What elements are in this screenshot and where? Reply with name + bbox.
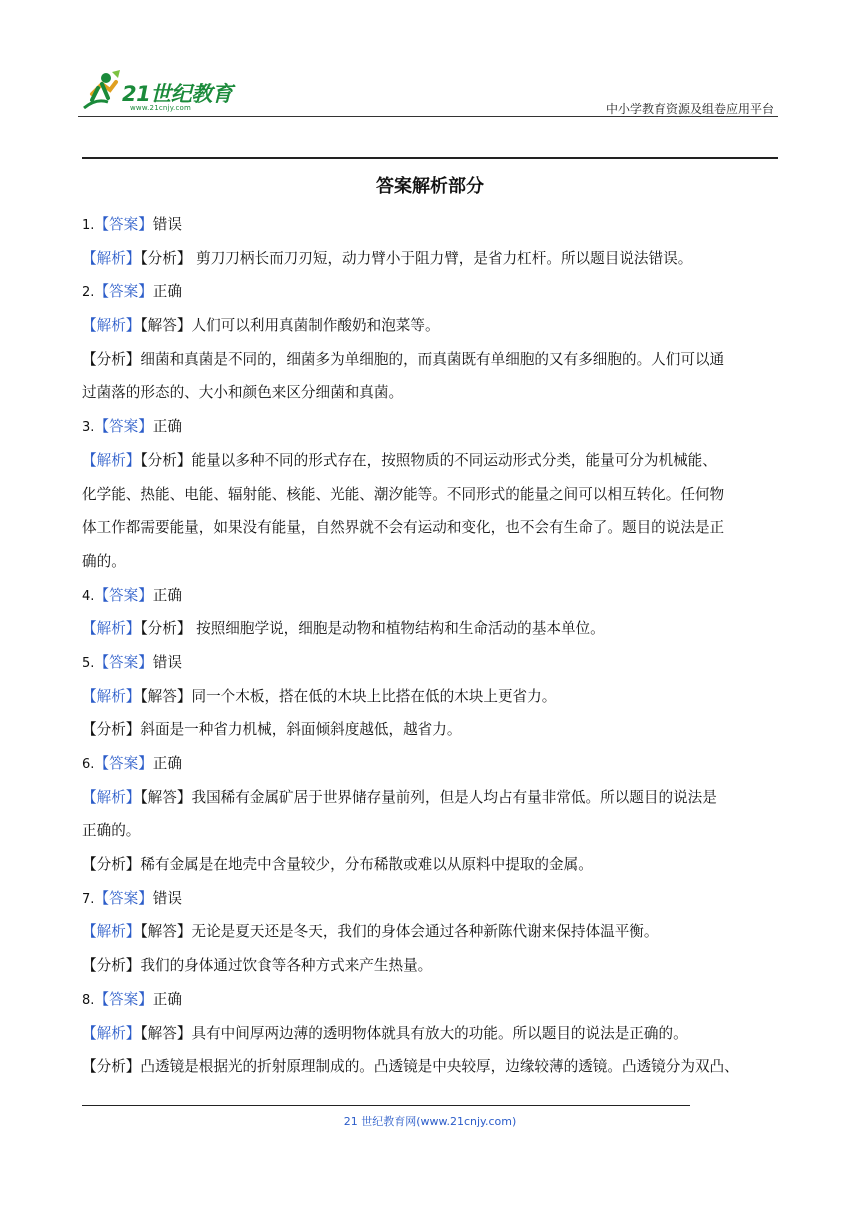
page-header [78, 66, 778, 118]
runner-logo-icon [78, 68, 124, 112]
analysis-line: 确的。 [82, 552, 126, 570]
header-platform-text: 中小学教育资源及组卷应用平台 [605, 102, 774, 116]
analysis-line: 【分析】细菌和真菌是不同的，细菌多为单细胞的，而真菌既有单细胞的又有多细胞的。人们可以通 [82, 350, 725, 368]
footer-divider [82, 1105, 690, 1106]
analysis-line: 【解析】【解答】具有中间厚两边薄的透明物体就具有放大的功能。所以题目的说法是正确的。 [82, 1024, 688, 1042]
analysis-line: 正确的。 [82, 822, 141, 840]
analysis-line: 【分析】我们的身体通过饮食等各种方式来产生热量。 [82, 957, 433, 975]
footer-link[interactable]: 21 世纪教育网(www.21cnjy.com) [343, 1115, 517, 1128]
analysis-line: 过菌落的形态的、大小和颜色来区分细菌和真菌。 [82, 384, 404, 402]
analysis-line: 【解析】【解答】我国稀有金属矿居于世界储存量前列，但是人均占有量非常低。所以题目的说法是 [82, 788, 717, 806]
answer-line: 2.【答案】正确 [82, 283, 182, 301]
answer-line: 1.【答案】错误 [82, 216, 182, 233]
answer-line: 8.【答案】正确 [82, 990, 182, 1008]
analysis-line: 【解析】【分析】 按照细胞学说，细胞是动物和植物结构和生命活动的基本单位。 [82, 620, 605, 638]
page-title: 答案解析部分 [376, 176, 484, 197]
analysis-line: 【解析】【解答】人们可以利用真菌制作酸奶和泡菜等。 [82, 317, 440, 335]
analysis-line: 【分析】凸透镜是根据光的折射原理制成的。凸透镜是中央较厚，边缘较薄的透镜。凸透镜分为双凸、 [82, 1058, 739, 1076]
logo-text: 21世纪教育 [122, 82, 233, 106]
header-divider [78, 116, 778, 117]
analysis-line: 【解析】【解答】同一个木板，搭在低的木块上比搭在低的木块上更省力。 [82, 687, 557, 705]
logo [78, 66, 278, 114]
analysis-line: 【解析】【解答】无论是夏天还是冬天，我们的身体会通过各种新陈代谢来保持体温平衡。 [82, 923, 659, 941]
analysis-line: 【分析】稀有金属是在地壳中含量较少，分布稀散或难以从原料中提取的金属。 [82, 856, 593, 874]
logo-url: www.21cnjy.com [130, 104, 192, 112]
analysis-line: 【解析】【分析】能量以多种不同的形式存在，按照物质的不同运动形式分类，能量可分为机械能、 [82, 451, 717, 469]
analysis-line: 【解析】【分析】 剪刀刀柄长而刀刃短，动力臂小于阻力臂，是省力杠杆。所以题目说法错误。 [82, 249, 693, 267]
answer-line: 7.【答案】错误 [82, 889, 182, 907]
answer-line: 6.【答案】正确 [82, 755, 182, 772]
answer-line: 5.【答案】错误 [82, 653, 182, 671]
answer-content [82, 208, 782, 1084]
analysis-line: 体工作都需要能量，如果没有能量，自然界就不会有运动和变化，也不会有生命了。题目的说法是正 [82, 519, 725, 537]
title-rule [82, 157, 778, 159]
answer-line: 3.【答案】正确 [82, 418, 182, 436]
answer-line: 4.【答案】正确 [82, 586, 182, 604]
analysis-line: 【分析】斜面是一种省力机械，斜面倾斜度越低，越省力。 [82, 721, 462, 739]
analysis-line: 化学能、热能、电能、辐射能、核能、光能、潮汐能等。不同形式的能量之间可以相互转化。任何物 [82, 485, 725, 503]
